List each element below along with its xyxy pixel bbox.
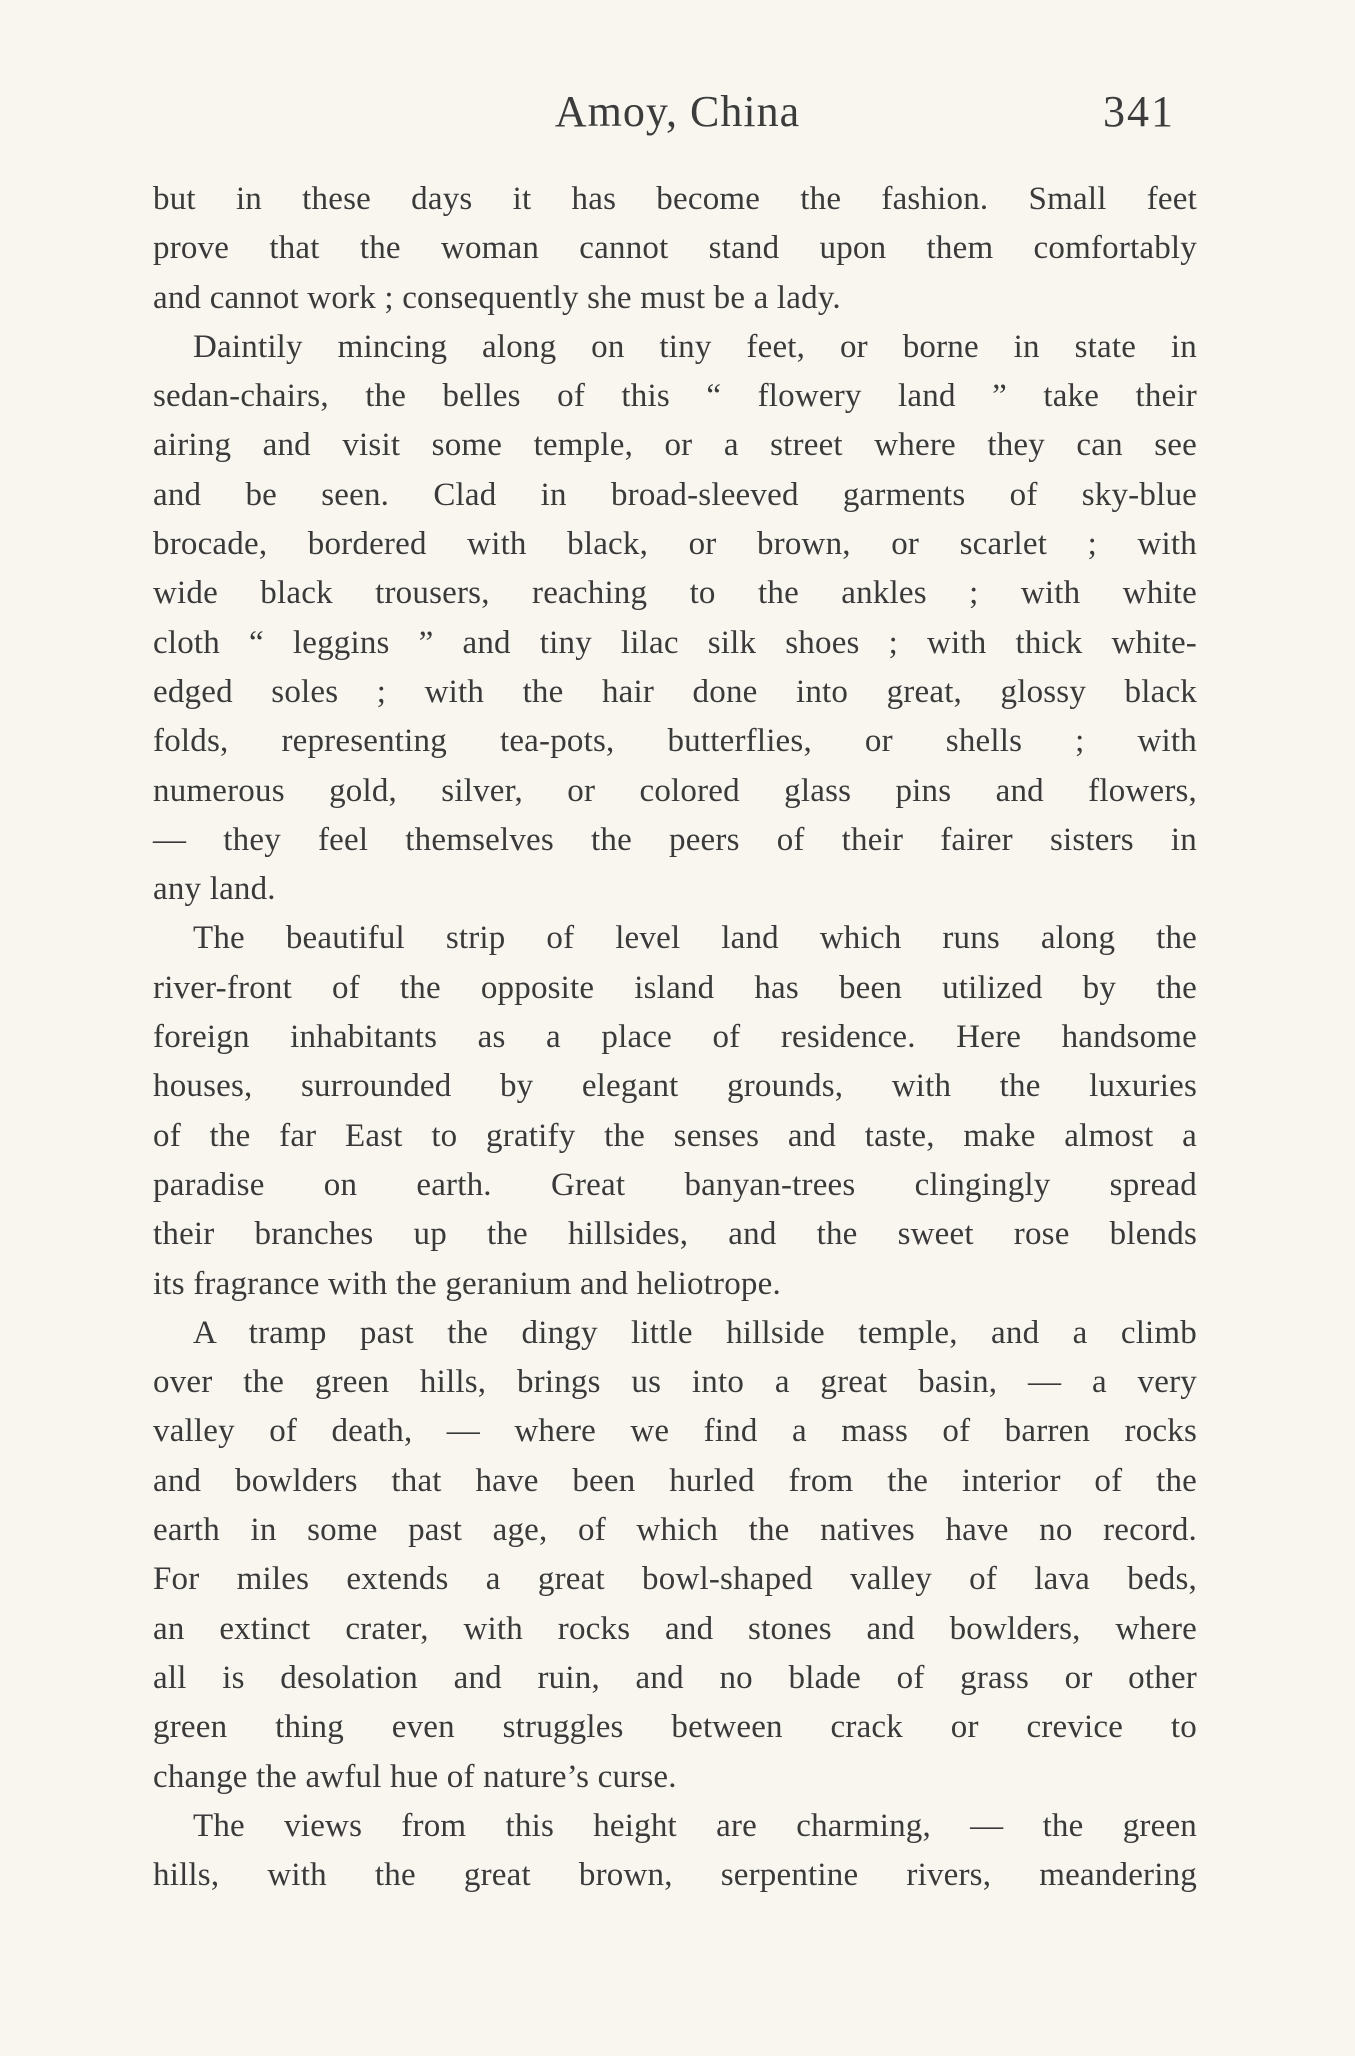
- text-line: of the far East to gratify the senses and taste, make almost a: [153, 1117, 1197, 1154]
- text-line: airing and visit some temple, or a street where they can see: [153, 427, 1197, 464]
- text-line: hills, with the great brown, serpentine rivers, meandering: [153, 1857, 1197, 1894]
- text-line: houses, surrounded by elegant grounds, with the luxuries: [153, 1068, 1197, 1105]
- running-head: [0, 82, 1355, 142]
- text-line: foreign inhabitants as a place of residence. Here handsome: [153, 1019, 1197, 1056]
- text-line: an extinct crater, with rocks and stones and bowlders, where: [153, 1610, 1197, 1647]
- text-line: and be seen. Clad in broad-sleeved garments of sky-blue: [153, 476, 1197, 513]
- text-line: edged soles ; with the hair done into great, glossy black: [153, 673, 1197, 710]
- body-text: [153, 175, 1197, 1900]
- text-line: their branches up the hillsides, and the sweet rose blends: [153, 1216, 1197, 1253]
- text-line: valley of death, — where we find a mass of barren rocks: [153, 1413, 1197, 1450]
- text-line: brocade, bordered with black, or brown, or scarlet ; with: [153, 526, 1197, 563]
- text-line: cloth “ leggins ” and tiny lilac silk shoes ; with thick white-: [153, 624, 1197, 661]
- text-line: and cannot work ; consequently she must be a lady.: [153, 279, 841, 316]
- text-line: but in these days it has become the fashion. Small feet: [153, 181, 1197, 217]
- text-line: paradise on earth. Great banyan-trees clingingly spread: [153, 1166, 1197, 1203]
- text-line: numerous gold, silver, or colored glass pins and flowers,: [153, 772, 1197, 809]
- text-line: For miles extends a great bowl-shaped valley of lava beds,: [153, 1561, 1197, 1598]
- text-line: The views from this height are charming, — the green: [193, 1807, 1197, 1844]
- text-line: green thing even struggles between crack or crevice to: [153, 1709, 1197, 1746]
- text-line: — they feel themselves the peers of their fairer sisters in: [153, 821, 1197, 858]
- text-line: river-front of the opposite island has been utilized by the: [153, 969, 1197, 1006]
- text-line: A tramp past the dingy little hillside temple, and a climb: [193, 1314, 1197, 1351]
- text-line: and bowlders that have been hurled from the interior of the: [153, 1462, 1197, 1499]
- running-title: Amoy, China: [554, 87, 801, 136]
- text-line: prove that the woman cannot stand upon them comfortably: [153, 230, 1197, 267]
- text-line: The beautiful strip of level land which runs along the: [193, 920, 1197, 957]
- text-line: change the awful hue of nature’s curse.: [153, 1758, 677, 1795]
- text-line: sedan-chairs, the belles of this “ flowery land ” take their: [153, 378, 1197, 415]
- text-line: wide black trousers, reaching to the ankles ; with white: [153, 575, 1197, 612]
- text-line: earth in some past age, of which the natives have no record.: [153, 1512, 1197, 1549]
- text-line: all is desolation and ruin, and no blade of grass or other: [153, 1659, 1197, 1696]
- text-line: Daintily mincing along on tiny feet, or borne in state in: [193, 328, 1197, 365]
- text-line: folds, representing tea-pots, butterflies, or shells ; with: [153, 723, 1197, 760]
- text-line: any land.: [153, 871, 276, 908]
- text-line: over the green hills, brings us into a great basin, — a very: [153, 1364, 1197, 1401]
- text-line: its fragrance with the geranium and heliotrope.: [153, 1265, 781, 1302]
- page-number: 341: [1103, 87, 1175, 136]
